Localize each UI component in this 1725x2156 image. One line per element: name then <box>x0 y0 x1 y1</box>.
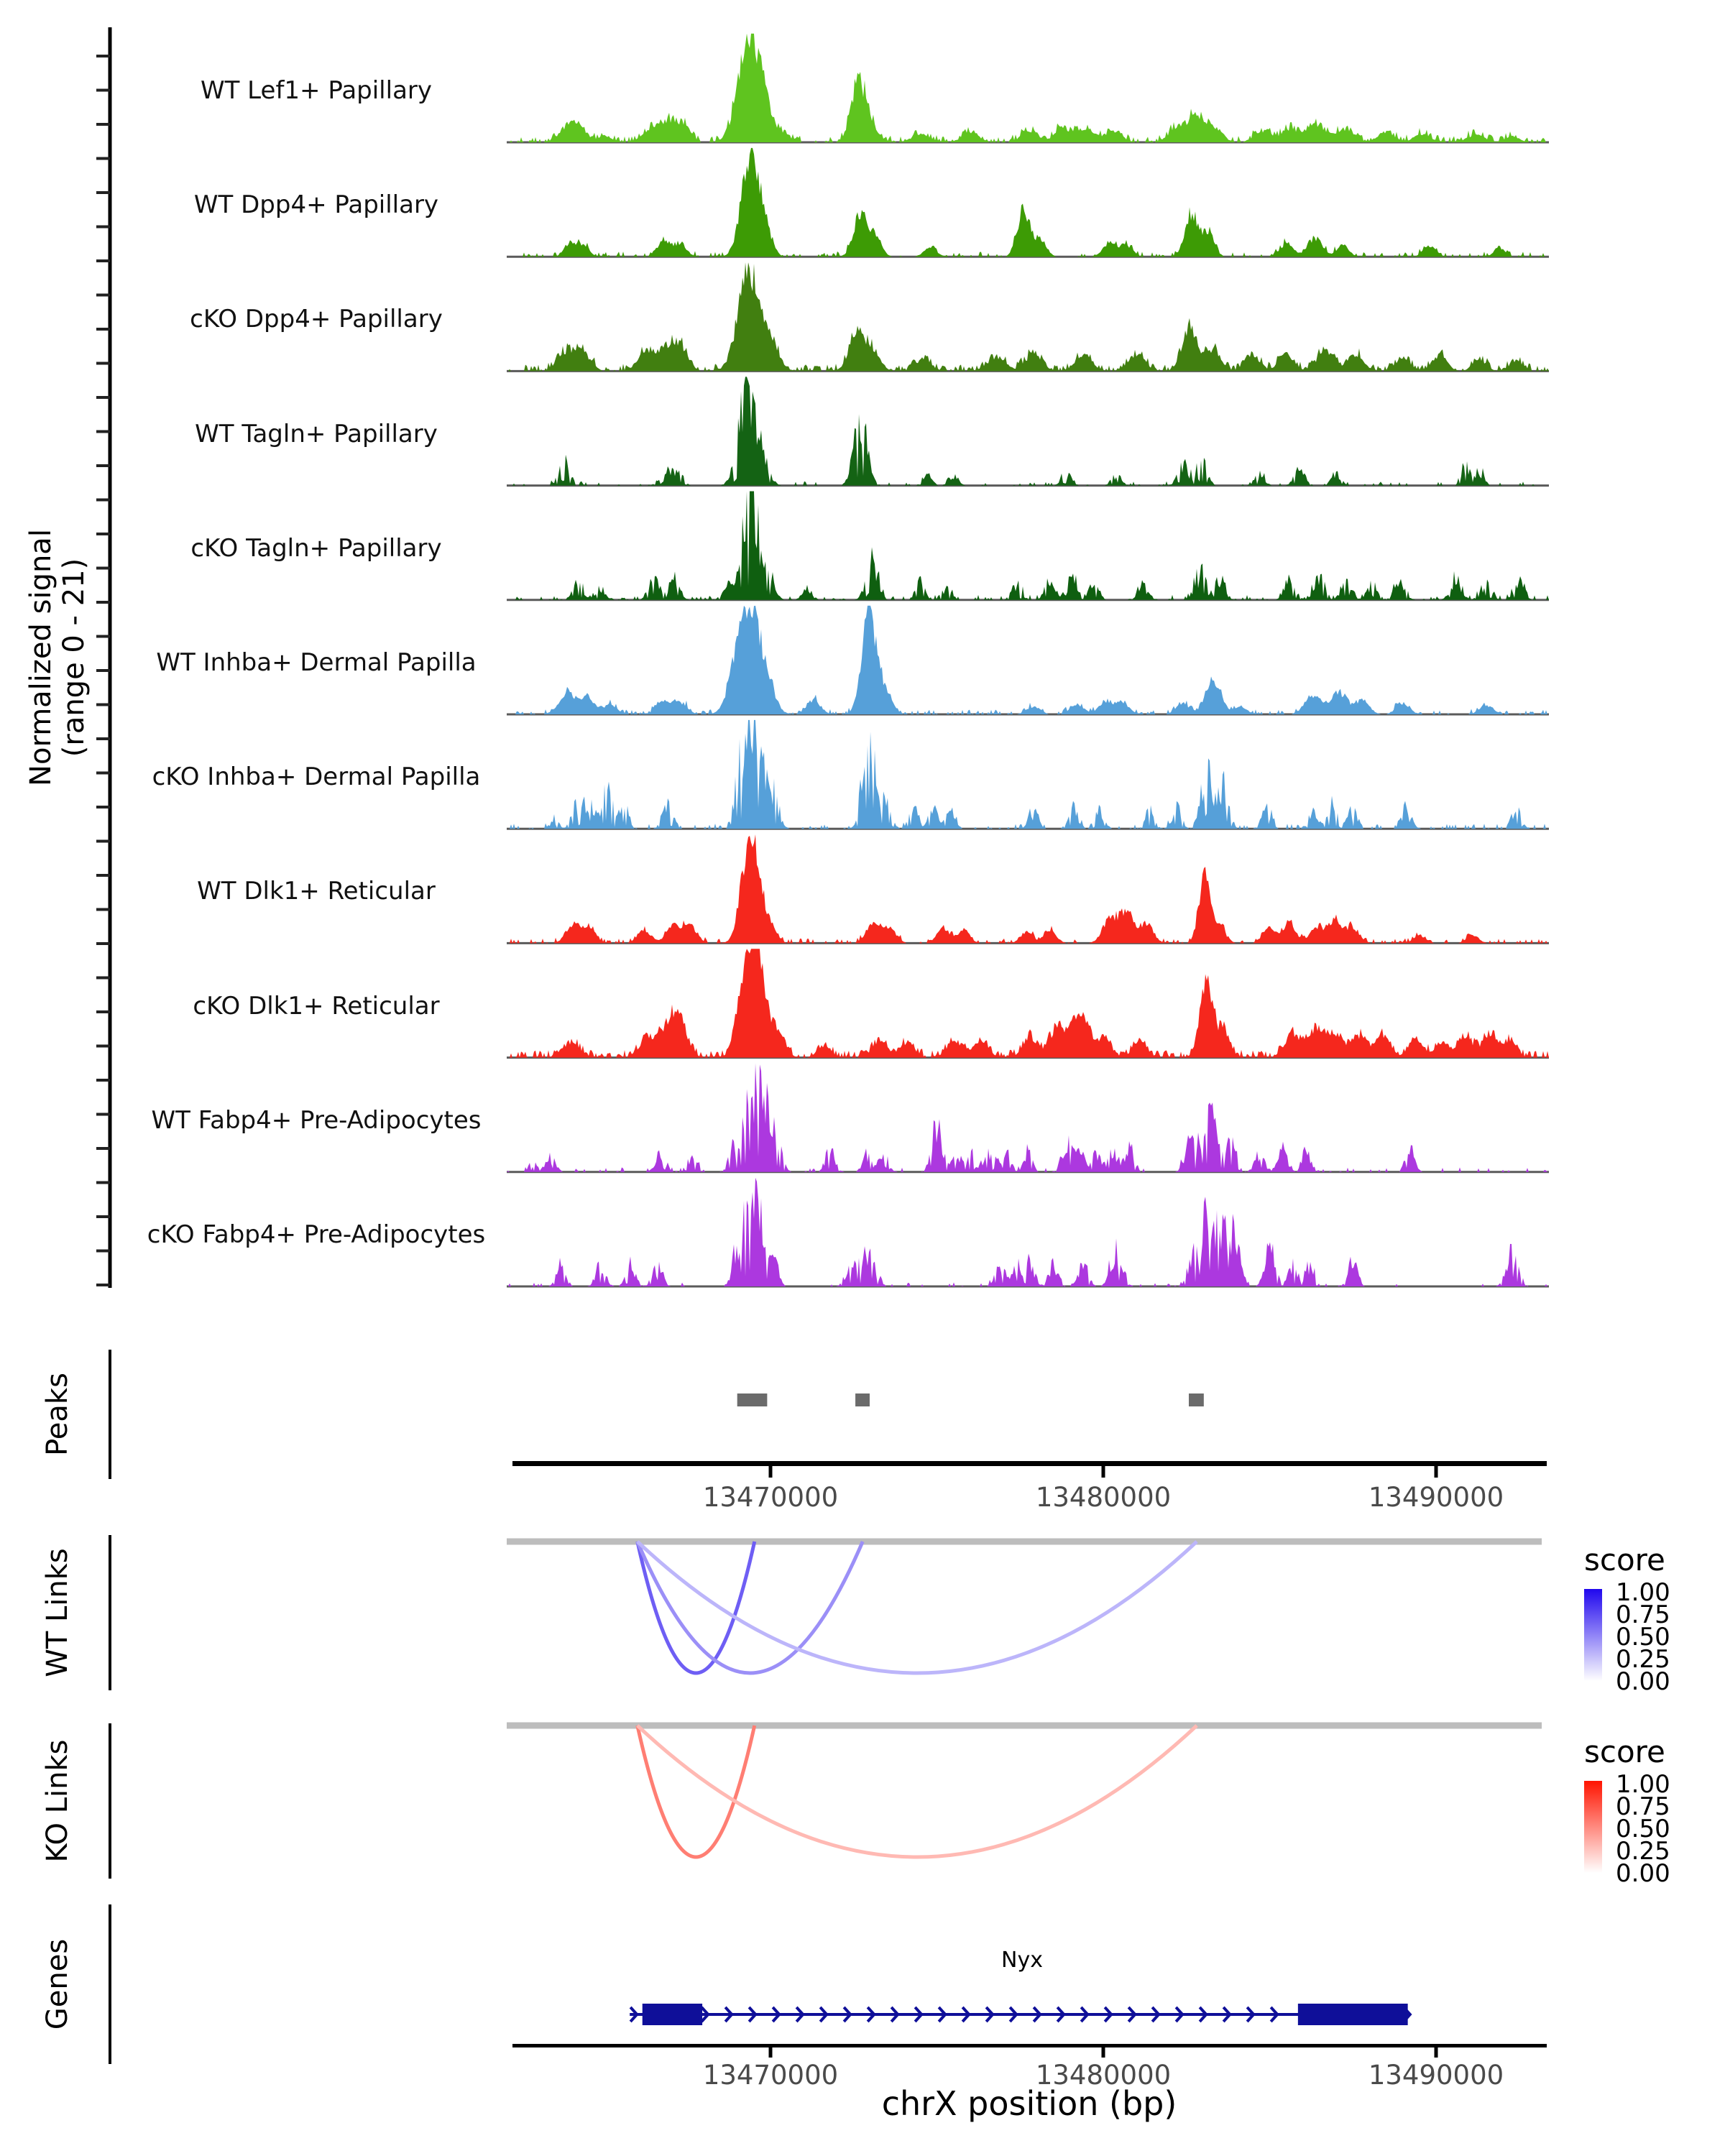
track-label: cKO Tagln+ Papillary <box>190 533 442 563</box>
x-axis-line <box>512 2044 1547 2047</box>
y-axis-label-line2: (range 0 - 21) <box>58 558 91 757</box>
signal-track-area <box>507 720 1549 829</box>
x-tick-label: 13480000 <box>1035 2060 1172 2091</box>
y-axis-label <box>24 529 91 786</box>
score-legend-tick-label: 0.75 <box>1616 1792 1670 1821</box>
score-legend-tick-label: 1.00 <box>1616 1578 1670 1607</box>
track-label: cKO Dpp4+ Papillary <box>190 305 443 334</box>
x-tick-label: 13490000 <box>1368 2060 1504 2091</box>
score-legend-tick-label: 0.00 <box>1616 1859 1670 1888</box>
wt-score-gradient-bar <box>1584 1589 1602 1681</box>
score-legend-tick-label: 0.75 <box>1616 1600 1670 1629</box>
ko-score-legend-title: score <box>1584 1734 1665 1769</box>
track-label: WT Inhba+ Dermal Papilla <box>156 648 477 677</box>
peak-region-box <box>1189 1393 1204 1406</box>
x-tick-label: 13470000 <box>702 2060 839 2091</box>
track-label: cKO Inhba+ Dermal Papilla <box>152 763 481 792</box>
gene-exon-box <box>1298 2004 1408 2025</box>
x-axis-title: chrX position (bp) <box>881 2084 1177 2123</box>
x-axis-tick <box>769 1466 773 1478</box>
track-label: WT Tagln+ Papillary <box>195 419 438 448</box>
score-legend-tick-label: 0.00 <box>1616 1667 1670 1696</box>
peak-region-box <box>737 1393 768 1406</box>
peak-region-box <box>855 1393 870 1406</box>
track-label: WT Dpp4+ Papillary <box>193 190 439 220</box>
signal-track-area <box>507 834 1549 943</box>
track-label: cKO Fabp4+ Pre-Adipocytes <box>147 1220 486 1249</box>
gene-exon-box <box>643 2004 702 2025</box>
x-axis-line <box>512 1461 1547 1466</box>
wt-score-legend-title: score <box>1584 1542 1665 1577</box>
signal-track-area <box>507 1064 1549 1172</box>
x-axis-tick <box>769 2047 773 2058</box>
ko-link-arc <box>638 1726 1197 1857</box>
track-label: WT Lef1+ Papillary <box>200 76 433 105</box>
signal-track-area <box>507 949 1549 1057</box>
score-legend-tick-label: 1.00 <box>1616 1770 1670 1799</box>
wt-link-arc <box>638 1542 755 1673</box>
x-axis-tick <box>1435 1466 1438 1478</box>
wt-links-section-label: WT Links <box>41 1548 74 1677</box>
gene-name-label: Nyx <box>1001 1948 1043 1973</box>
score-legend-tick-label: 0.25 <box>1616 1837 1670 1866</box>
score-legend-tick-label: 0.50 <box>1616 1815 1670 1843</box>
x-tick-label: 13480000 <box>1035 1482 1172 1513</box>
ko-link-arc <box>638 1726 755 1857</box>
track-label: WT Dlk1+ Reticular <box>197 877 436 906</box>
signal-track-area <box>507 148 1549 257</box>
ko-score-gradient-bar <box>1584 1781 1602 1873</box>
x-axis-tick <box>1102 1466 1105 1478</box>
signal-track-area <box>507 34 1549 142</box>
signal-track-area <box>507 1178 1549 1286</box>
wt-link-arc <box>638 1542 1197 1673</box>
signal-track-area <box>507 606 1549 714</box>
x-axis-tick <box>1435 2047 1438 2058</box>
peaks-section-label: Peaks <box>41 1373 74 1456</box>
x-tick-label: 13490000 <box>1368 1482 1504 1513</box>
signal-track-area <box>507 377 1549 485</box>
x-axis-tick <box>1102 2047 1105 2058</box>
score-legend-tick-label: 0.25 <box>1616 1645 1670 1674</box>
signal-track-area <box>507 492 1549 600</box>
score-legend-tick-label: 0.50 <box>1616 1623 1670 1651</box>
x-tick-label: 13470000 <box>702 1482 839 1513</box>
ko-links-section-label: KO Links <box>41 1739 74 1863</box>
track-label: cKO Dlk1+ Reticular <box>193 991 440 1021</box>
track-label: WT Fabp4+ Pre-Adipocytes <box>151 1105 482 1135</box>
y-axis-label-line1: Normalized signal <box>24 529 58 786</box>
signal-track-area <box>507 262 1549 371</box>
genes-section-label: Genes <box>41 1938 74 2030</box>
